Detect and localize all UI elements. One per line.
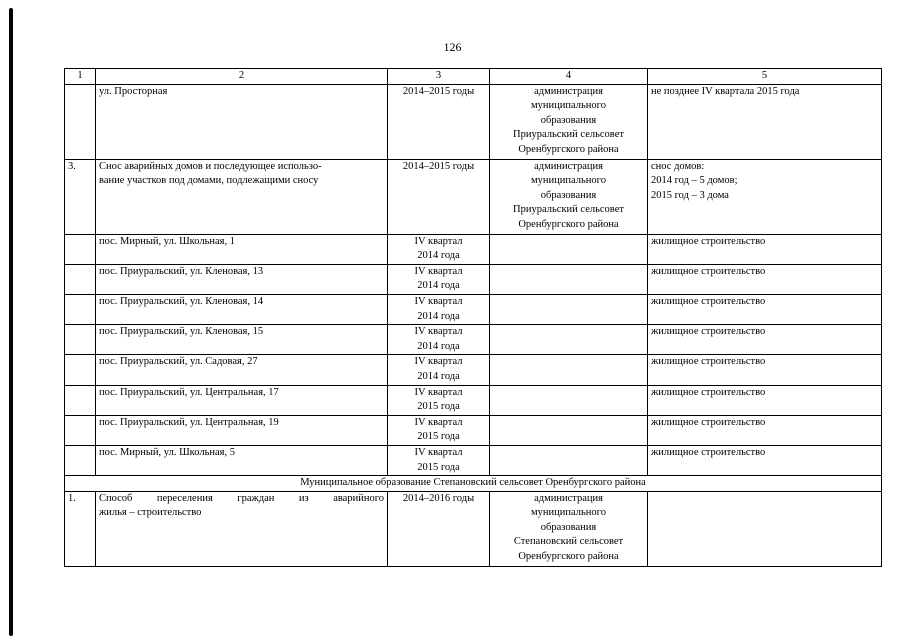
row-number-cell — [65, 415, 96, 445]
row-number-cell — [65, 294, 96, 324]
column-header: 3 — [388, 69, 490, 85]
period-cell: 2014–2015 годы — [388, 84, 490, 159]
row-number-cell — [65, 325, 96, 355]
period-cell: 2014–2015 годы — [388, 159, 490, 234]
land-use-cell: жилищное строительство — [648, 294, 882, 324]
row-number-cell — [65, 445, 96, 475]
responsible-cell — [490, 294, 648, 324]
column-header: 2 — [96, 69, 388, 85]
address-cell: пос. Приуральский, ул. Кленовая, 15 — [96, 325, 388, 355]
address-cell: пос. Приуральский, ул. Кленовая, 13 — [96, 264, 388, 294]
table-row — [65, 234, 882, 264]
row-number-cell — [65, 84, 96, 159]
row-number-cell: 3. — [65, 159, 96, 234]
result-cell: не позднее IV квартала 2015 года — [648, 84, 882, 159]
table-row — [65, 415, 882, 445]
measure-cell: Снос аварийных домов и последующее использо- вание участков под домами, подлежащими сносу — [96, 159, 388, 234]
row-number-cell: 1. — [65, 491, 96, 566]
table-row — [65, 84, 882, 159]
responsible-cell: администрация муниципального образования Степановский сельсовет Оренбургского района — [490, 491, 648, 566]
measure-cell: Способ переселения граждан из аварийного жилья – строительство — [96, 491, 388, 566]
table-row — [65, 264, 882, 294]
land-use-cell: жилищное строительство — [648, 415, 882, 445]
section-row — [65, 476, 882, 492]
address-cell: пос. Приуральский, ул. Центральная, 19 — [96, 415, 388, 445]
deadline-cell: IV квартал 2015 года — [388, 445, 490, 475]
land-use-cell: жилищное строительство — [648, 355, 882, 385]
result-cell: снос домов: 2014 год – 5 домов; 2015 год – 3 дома — [648, 159, 882, 234]
land-use-cell: жилищное строительство — [648, 445, 882, 475]
table-row — [65, 294, 882, 324]
address-cell: пос. Мирный, ул. Школьная, 5 — [96, 445, 388, 475]
responsible-cell — [490, 234, 648, 264]
address-cell: пос. Приуральский, ул. Центральная, 17 — [96, 385, 388, 415]
page-number: 126 — [443, 40, 462, 54]
deadline-cell: IV квартал 2014 года — [388, 264, 490, 294]
responsible-cell — [490, 355, 648, 385]
table-row — [65, 491, 882, 566]
binding-edge — [9, 8, 13, 636]
table-row — [65, 355, 882, 385]
responsible-cell — [490, 445, 648, 475]
period-cell: 2014–2016 годы — [388, 491, 490, 566]
deadline-cell: IV квартал 2014 года — [388, 325, 490, 355]
responsible-cell: администрация муниципального образования Приуральский сельсовет Оренбургского района — [490, 159, 648, 234]
deadline-cell: IV квартал 2014 года — [388, 355, 490, 385]
deadline-cell: IV квартал 2014 года — [388, 294, 490, 324]
deadline-cell: IV квартал 2014 года — [388, 234, 490, 264]
responsible-cell — [490, 264, 648, 294]
deadline-cell: IV квартал 2015 года — [388, 385, 490, 415]
table-row — [65, 325, 882, 355]
table-row — [65, 159, 882, 234]
table-row — [65, 385, 882, 415]
column-header: 4 — [490, 69, 648, 85]
section-title: Муниципальное образование Степановский сельсовет Оренбургского района — [65, 476, 882, 492]
land-use-cell: жилищное строительство — [648, 234, 882, 264]
responsible-cell: администрация муниципального образования Приуральский сельсовет Оренбургского района — [490, 84, 648, 159]
row-number-cell — [65, 355, 96, 385]
address-cell: пос. Приуральский, ул. Кленовая, 14 — [96, 294, 388, 324]
row-number-cell — [65, 234, 96, 264]
land-use-cell: жилищное строительство — [648, 385, 882, 415]
result-cell — [648, 491, 882, 566]
row-number-cell — [65, 385, 96, 415]
address-cell: пос. Мирный, ул. Школьная, 1 — [96, 234, 388, 264]
table-header-row — [65, 69, 882, 85]
responsible-cell — [490, 385, 648, 415]
land-use-cell: жилищное строительство — [648, 325, 882, 355]
land-use-cell: жилищное строительство — [648, 264, 882, 294]
measures-table — [64, 68, 882, 567]
responsible-cell — [490, 325, 648, 355]
measure-cell: ул. Просторная — [96, 84, 388, 159]
column-header: 5 — [648, 69, 882, 85]
row-number-cell — [65, 264, 96, 294]
column-header: 1 — [65, 69, 96, 85]
table-row — [65, 445, 882, 475]
address-cell: пос. Приуральский, ул. Садовая, 27 — [96, 355, 388, 385]
deadline-cell: IV квартал 2015 года — [388, 415, 490, 445]
responsible-cell — [490, 415, 648, 445]
